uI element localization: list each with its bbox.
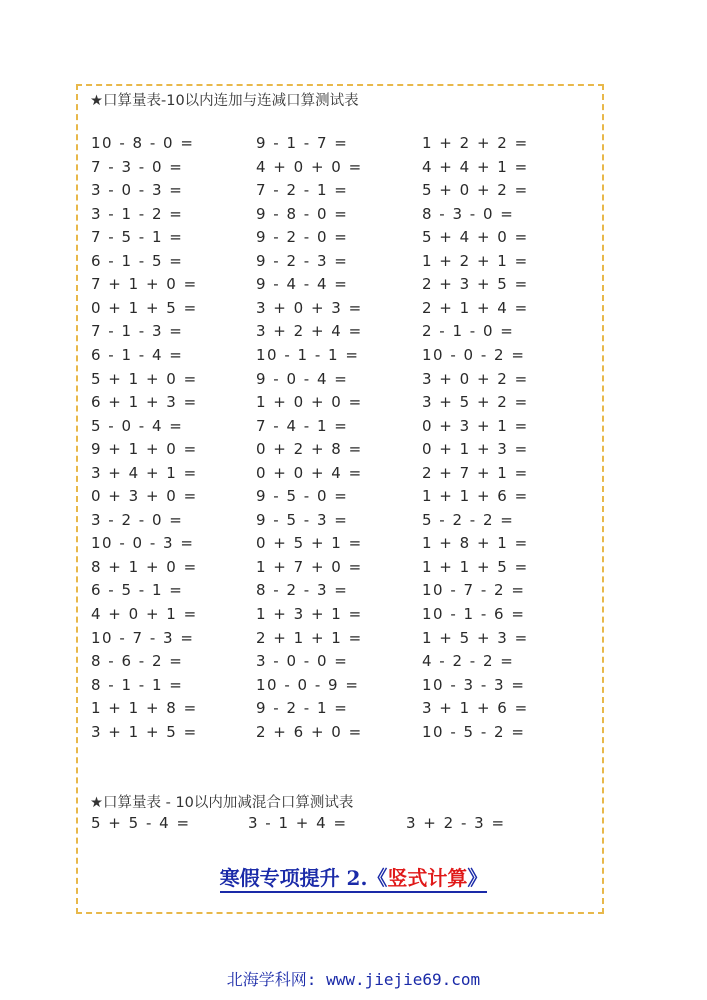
math-problem: 6 - 1 - 4 =	[91, 345, 184, 364]
math-problem: 2 - 1 - 0 =	[422, 322, 515, 341]
math-problem: 10 - 0 - 9 =	[256, 675, 360, 694]
math-problem: 4 + 0 + 1 =	[91, 605, 198, 623]
math-problem: 10 - 0 - 3 =	[91, 534, 195, 553]
math-problem: 3 + 2 - 3 =	[406, 814, 506, 832]
promo-suffix: 》	[467, 866, 488, 890]
math-problem: 9 - 4 - 4 =	[256, 275, 349, 294]
math-problem: 10 - 7 - 3 =	[91, 628, 195, 647]
math-problem: 3 - 1 + 4 =	[248, 814, 348, 832]
footer-website: 北海学科网: www.jiejie69.com	[226, 970, 481, 989]
math-problem: 2 + 3 + 5 =	[422, 275, 529, 294]
promo-highlight: 竖式计算	[387, 866, 468, 890]
section2-title: ★口算量表 - 10以内加减混合口算测试表	[90, 795, 354, 811]
math-problem: 0 + 3 + 1 =	[422, 416, 529, 435]
math-problem: 1 + 1 + 5 =	[422, 557, 529, 576]
math-problem: 3 - 0 - 3 =	[91, 181, 184, 200]
math-problem: 0 + 2 + 8 =	[256, 440, 363, 459]
math-problem: 1 + 2 + 1 =	[422, 251, 529, 270]
math-problem: 8 - 6 - 2 =	[91, 652, 184, 671]
math-problem: 7 - 5 - 1 =	[91, 228, 184, 247]
math-problem: 1 + 0 + 0 =	[256, 393, 363, 412]
math-problem: 7 + 1 + 0 =	[91, 275, 198, 294]
math-problem: 2 + 7 + 1 =	[422, 463, 529, 482]
math-problem: 10 - 1 - 6 =	[422, 605, 526, 623]
math-problem: 8 - 1 - 1 =	[91, 675, 184, 694]
math-problem: 5 + 5 - 4 =	[91, 814, 191, 832]
math-problem: 2 + 1 + 4 =	[422, 298, 529, 317]
promo-text	[220, 866, 488, 893]
math-problem: 5 - 2 - 2 =	[422, 510, 515, 529]
math-problem: 9 - 8 - 0 =	[256, 204, 349, 223]
math-problem: 2 + 1 + 1 =	[256, 628, 363, 647]
promo-prefix: 寒假专项提升 2.《	[219, 866, 388, 890]
math-problem: 10 - 1 - 1 =	[256, 345, 360, 364]
math-problem: 4 + 4 + 1 =	[422, 157, 529, 176]
math-problem: 7 - 2 - 1 =	[256, 181, 349, 200]
math-problem: 1 + 2 + 2 =	[422, 134, 529, 152]
math-problem: 3 + 0 + 2 =	[422, 369, 529, 388]
math-problem: 3 + 1 + 5 =	[91, 722, 198, 741]
math-problem: 4 - 2 - 2 =	[422, 652, 515, 671]
math-problem: 3 + 1 + 6 =	[422, 699, 529, 718]
math-problem: 6 - 5 - 1 =	[91, 581, 184, 600]
math-problem: 8 - 3 - 0 =	[422, 204, 515, 223]
math-problem: 9 - 2 - 3 =	[256, 251, 349, 270]
math-problem: 1 + 1 + 8 =	[91, 699, 198, 718]
math-problem: 5 + 0 + 2 =	[422, 181, 529, 200]
math-problem: 0 + 1 + 5 =	[91, 298, 198, 317]
math-problem: 10 - 8 - 0 =	[91, 134, 195, 152]
math-problem: 9 - 5 - 0 =	[256, 487, 349, 506]
math-problem: 0 + 3 + 0 =	[91, 487, 198, 506]
math-problem: 8 - 2 - 3 =	[256, 581, 349, 600]
math-problem: 8 + 1 + 0 =	[91, 557, 198, 576]
math-problem: 3 + 0 + 3 =	[256, 298, 363, 317]
math-problem: 3 + 5 + 2 =	[422, 393, 529, 412]
math-problem: 3 - 0 - 0 =	[256, 652, 349, 671]
math-problem: 7 - 3 - 0 =	[91, 157, 184, 176]
math-problem: 9 - 2 - 0 =	[256, 228, 349, 247]
math-problem: 5 + 1 + 0 =	[91, 369, 198, 388]
math-problem: 2 + 6 + 0 =	[256, 722, 363, 741]
section1-title: ★口算量表-10以内连加与连减口算测试表	[90, 93, 359, 109]
math-problem: 10 - 3 - 3 =	[422, 675, 526, 694]
math-problem: 6 - 1 - 5 =	[91, 251, 184, 270]
math-problem: 9 - 2 - 1 =	[256, 699, 349, 718]
math-problem: 0 + 1 + 3 =	[422, 440, 529, 459]
math-problem: 9 + 1 + 0 =	[91, 440, 198, 459]
math-problem: 7 - 1 - 3 =	[91, 322, 184, 341]
math-problem: 9 - 1 - 7 =	[256, 134, 349, 152]
math-problem: 0 + 0 + 4 =	[256, 463, 363, 482]
math-problem: 7 - 4 - 1 =	[256, 416, 349, 435]
math-problem: 1 + 3 + 1 =	[256, 605, 363, 623]
math-problem: 5 + 4 + 0 =	[422, 228, 529, 247]
math-problem: 10 - 7 - 2 =	[422, 581, 526, 600]
math-problem: 3 + 2 + 4 =	[256, 322, 363, 341]
math-problem: 6 + 1 + 3 =	[91, 393, 198, 412]
math-problem: 1 + 5 + 3 =	[422, 628, 529, 647]
math-problem: 10 - 5 - 2 =	[422, 722, 526, 741]
math-problem: 3 + 4 + 1 =	[91, 463, 198, 482]
math-problem: 3 - 2 - 0 =	[91, 510, 184, 529]
math-problem: 0 + 5 + 1 =	[256, 534, 363, 553]
math-problem: 9 - 5 - 3 =	[256, 510, 349, 529]
math-problem: 5 - 0 - 4 =	[91, 416, 184, 435]
math-problem: 4 + 0 + 0 =	[256, 157, 363, 176]
math-problem: 1 + 7 + 0 =	[256, 557, 363, 576]
promo-link[interactable]	[0, 862, 707, 891]
math-problem: 9 - 0 - 4 =	[256, 369, 349, 388]
math-problem: 10 - 0 - 2 =	[422, 345, 526, 364]
math-problem: 1 + 1 + 6 =	[422, 487, 529, 506]
math-problem: 3 - 1 - 2 =	[91, 204, 184, 223]
math-problem: 1 + 8 + 1 =	[422, 534, 529, 553]
